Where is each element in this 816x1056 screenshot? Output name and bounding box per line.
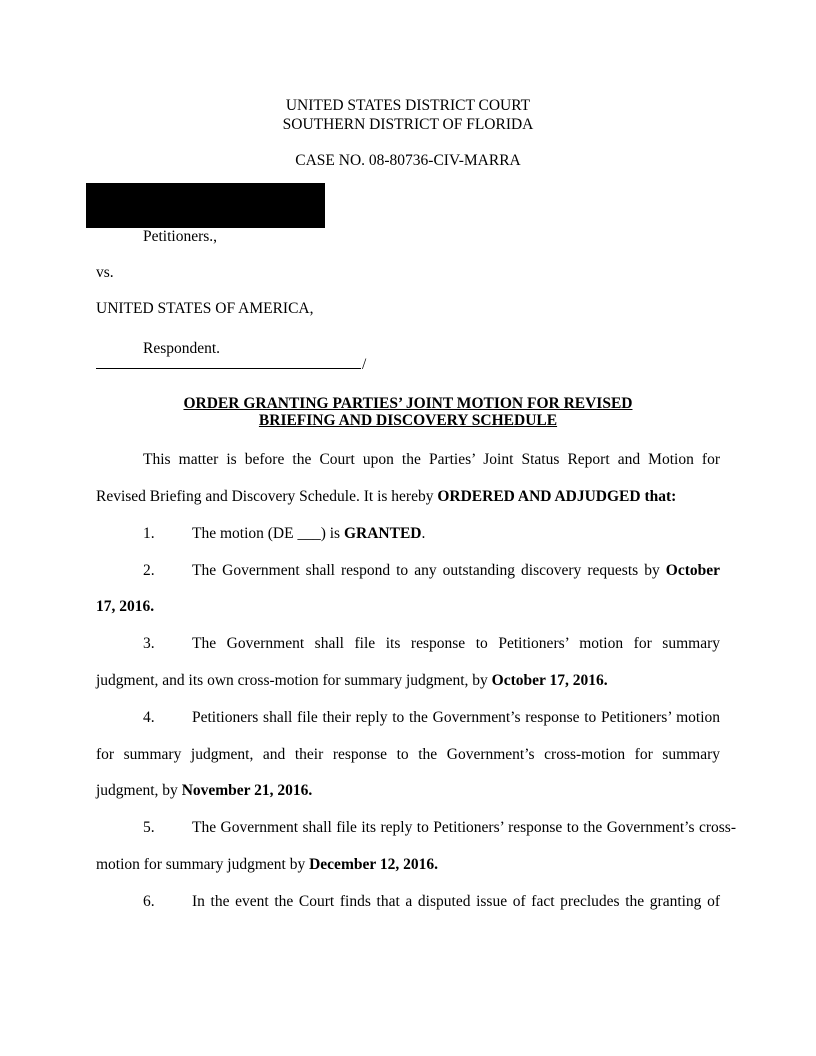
- order-title-line1: ORDER GRANTING PARTIES’ JOINT MOTION FOR REVISED: [183, 395, 633, 412]
- item-5-date: December 12, 2016.: [309, 856, 438, 873]
- item-number: 2.: [143, 562, 155, 579]
- item-4-l3a: judgment, by: [96, 782, 182, 799]
- petitioners-label: Petitioners.,: [143, 228, 218, 245]
- caption-signature-line: [96, 368, 361, 369]
- court-name-line2: SOUTHERN DISTRICT OF FLORIDA: [282, 116, 534, 133]
- item-3-line2: [96, 672, 608, 690]
- item-1-granted: GRANTED: [343, 525, 422, 542]
- item-5-l2a: motion for summary judgment by: [96, 856, 310, 873]
- respondent-label: Respondent.: [143, 340, 221, 357]
- item-2-l1b: October: [665, 562, 720, 579]
- item-2-line1: [192, 562, 720, 580]
- versus-label: vs.: [96, 264, 114, 281]
- item-1-c: .: [421, 525, 426, 542]
- intro-line2: [96, 488, 676, 506]
- intro-line1: This matter is before the Court upon the Parties’ Joint Status Report and Motion for: [143, 451, 720, 468]
- item-number: 5.: [143, 819, 155, 836]
- case-number: CASE NO. 08-80736-CIV-MARRA: [295, 152, 521, 169]
- redaction-block: [86, 183, 325, 228]
- ordered-adjudged: ORDERED AND ADJUDGED that:: [437, 488, 677, 505]
- item-2-l1a: The Government shall respond to any outstanding discovery requests by: [192, 562, 666, 579]
- item-3-line1: The Government shall file its response to Petitioners’ motion for summary: [192, 635, 720, 652]
- item-number: 3.: [143, 635, 155, 652]
- court-name-line1: UNITED STATES DISTRICT COURT: [285, 97, 531, 114]
- item-1-text: [192, 525, 425, 543]
- item-6-line1: In the event the Court finds that a disputed issue of fact precludes the granting of: [192, 893, 720, 910]
- respondent-name: UNITED STATES OF AMERICA,: [96, 300, 314, 317]
- item-2-date: 17, 2016.: [96, 598, 155, 615]
- item-4-line2: for summary judgment, and their response to the Government’s cross-motion for summary: [96, 746, 720, 763]
- order-title-line2: BRIEFING AND DISCOVERY SCHEDULE: [258, 412, 558, 429]
- item-3-date: October 17, 2016.: [491, 672, 608, 689]
- item-1-a: The motion (DE ___) is: [192, 525, 344, 542]
- caption-slash: /: [362, 356, 367, 373]
- intro-line2-text: Revised Briefing and Discovery Schedule. It is hereby: [96, 488, 438, 505]
- item-4-date: November 21, 2016.: [181, 782, 313, 799]
- item-number: 6.: [143, 893, 155, 910]
- item-4-line1: Petitioners shall file their reply to the Government’s response to Petitioners’ motion: [192, 709, 720, 726]
- item-3-l2a: judgment, and its own cross-motion for summary judgment, by: [96, 672, 492, 689]
- item-5-line1: The Government shall file its reply to Petitioners’ response to the Government’s cross-: [192, 819, 736, 836]
- item-5-line2: [96, 856, 438, 874]
- item-number: 4.: [143, 709, 155, 726]
- item-4-line3: [96, 782, 312, 800]
- item-number: 1.: [143, 525, 155, 542]
- item-2-line2: [96, 598, 154, 616]
